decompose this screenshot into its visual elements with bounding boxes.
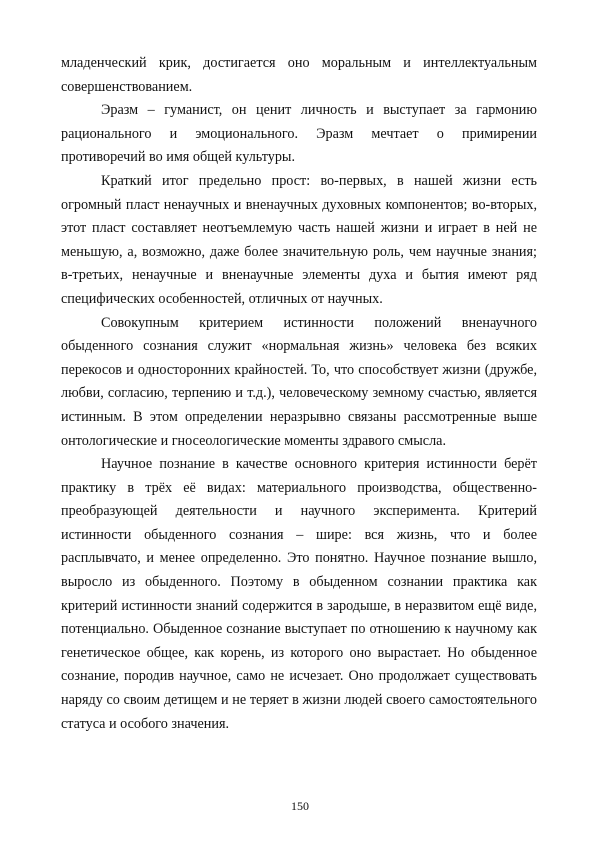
page-body xyxy=(61,52,537,736)
paragraph-continuation: младенческий крик, достигается оно моральным и интеллектуальным совершенствованием. xyxy=(61,55,537,95)
page-number: 150 xyxy=(291,799,309,813)
paragraph-summary: Краткий итог предельно прост: во-первых, в нашей жизни есть огромный пласт ненаучных и вненаучных духовных компонентов; во-вторых, этот пласт составляет неотъемлемую часть нашей жизни и играет в ней не меньшую, а, возможно, даже более значительную роль, чем научные знания; в-третьих, ненаучные и вненаучные элементы духа и бытия имеют ряд специфических особенностей, отличных от научных. xyxy=(61,172,537,307)
paragraph-truth-criterion: Совокупным критерием истинности положений вненаучного обыденного сознания служит «нормальная жизнь» человека без всяких перекосов и односторонних крайностей. То, что способствует жизни (дружбе, любви, согласию, терпению и т.д.), человеческому земному счастью, является истинным. В этом определении неразрывно связаны рассмотренные выше онтологические и гносеологические моменты здравого смысла. xyxy=(61,314,537,449)
paragraph-scientific-knowledge: Научное познание в качестве основного критерия истинности берёт практику в трёх её видах: материального производства, общественно-преобразующей деятельности и научного эксперимента. Критерий истинности обыденного сознания – шире: вся жизнь, что и более расплывчато, и менее определенно. Это понятно. Научное познание вышло, выросло из обыденного. Поэтому в обыденном сознании практика как критерий истинности знаний содержится в зародыше, в неразвитом ещё виде, потенциально. Обыденное сознание выступает по отношению к научному как генетическое общее, как корень, из которого оно вырастает. Но обыденное сознание, породив научное, само не исчезает. Оно продолжает существовать наряду со своим детищем и не теряет в жизни людей своего самостоятельного статуса и особого значения. xyxy=(61,456,537,732)
paragraph-erasmus: Эразм – гуманист, он ценит личность и выступает за гармонию рационального и эмоционального. Эразм мечтает о примирении противоречий во имя общей культуры. xyxy=(61,102,537,166)
